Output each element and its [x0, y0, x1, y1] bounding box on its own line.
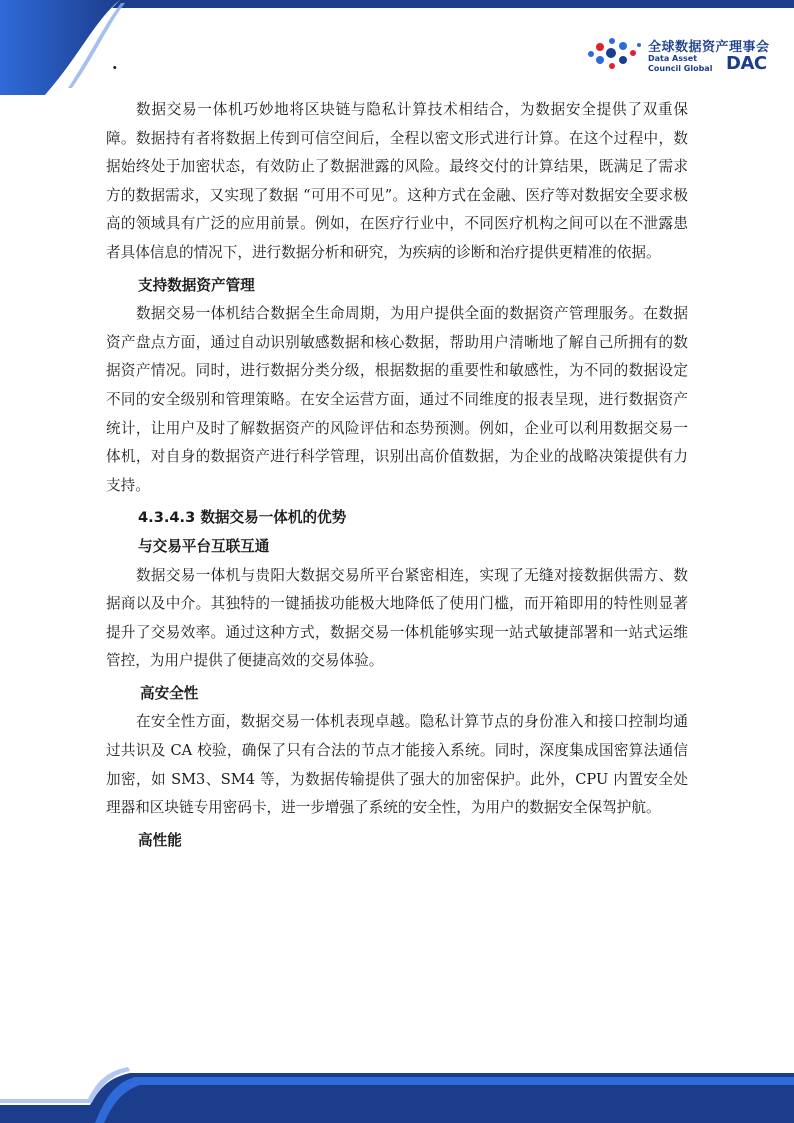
dac-logo-abbr: DAC — [726, 53, 767, 74]
dac-logo-en-line1: Data Asset — [648, 54, 698, 63]
section-heading-advantages: 4.3.4.3 数据交易一体机的优势 — [138, 509, 347, 527]
header-marker: . — [112, 54, 118, 73]
subheading-asset-management: 支持数据资产管理 — [138, 276, 255, 294]
dac-logo-cn-name: 全球数据资产理事会 — [648, 40, 770, 55]
paragraph-high-security: 在安全性方面，数据交易一体机表现卓越。隐私计算节点的身份准入和接口控制均通过共识及 CA 校验，确保了只有合法的节点才能接入系统。同时，深度集成国密算法通信加密，如 SM3、SM4 等，为数据传输提供了强大的加密保护。此外，CPU 内置安全处理器和区块链专用密码卡，进一步增强了系统的安全性，为用户的数据安全保驾护航。 — [106, 713, 688, 817]
document-body — [106, 96, 688, 855]
dac-logo — [586, 36, 786, 76]
footer-decoration — [0, 1063, 794, 1123]
paragraph-privacy-computing: 数据交易一体机巧妙地将区块链与隐私计算技术相结合，为数据安全提供了双重保障。数据持有者将数据上传到可信空间后，全程以密文形式进行计算。在这个过程中，数据始终处于加密状态，有效防止了数据泄露的风险。最终交付的计算结果，既满足了需求方的数据需求，又实现了数据 “可用不可见”。这种方式在金融、医疗等对数据安全要求极高的领域具有广泛的应用前景。例如，在医疗行业中，不同医疗机构之间可以在不泄露患者具体信息的情况下，进行数据分析和研究，为疾病的诊断和治疗提供更精准的依据。 — [106, 101, 688, 261]
paragraph-interconnection: 数据交易一体机与贵阳大数据交易所平台紧密相连，实现了无缝对接数据供需方、数据商以及中介。其独特的一键插拔功能极大地降低了使用门槛，而开箱即用的特性则显著提升了交易效率。通过这种方式，数据交易一体机能够实现一站式敏捷部署和一站式运维管控，为用户提供了便捷高效的交易体验。 — [106, 566, 688, 670]
subheading-high-security: 高安全性 — [140, 684, 199, 702]
dac-logo-dots-icon — [586, 36, 646, 76]
dac-logo-en-line2: Council Global — [648, 64, 713, 73]
subheading-interconnection: 与交易平台互联互通 — [138, 537, 270, 555]
subheading-high-performance: 高性能 — [138, 831, 182, 849]
paragraph-asset-management: 数据交易一体机结合数据全生命周期，为用户提供全面的数据资产管理服务。在数据资产盘点方面，通过自动识别敏感数据和核心数据，帮助用户清晰地了解自己所拥有的数据资产情况。同时，进行数据分类分级，根据数据的重要性和敏感性，为不同的数据设定不同的安全级别和管理策略。在安全运营方面，通过不同维度的报表呈现，进行数据资产统计，让用户及时了解数据资产的风险评估和态势预测。例如，企业可以利用数据交易一体机，对自身的数据资产进行科学管理，识别出高价值数据，为企业的战略决策提供有力支持。 — [106, 305, 688, 494]
